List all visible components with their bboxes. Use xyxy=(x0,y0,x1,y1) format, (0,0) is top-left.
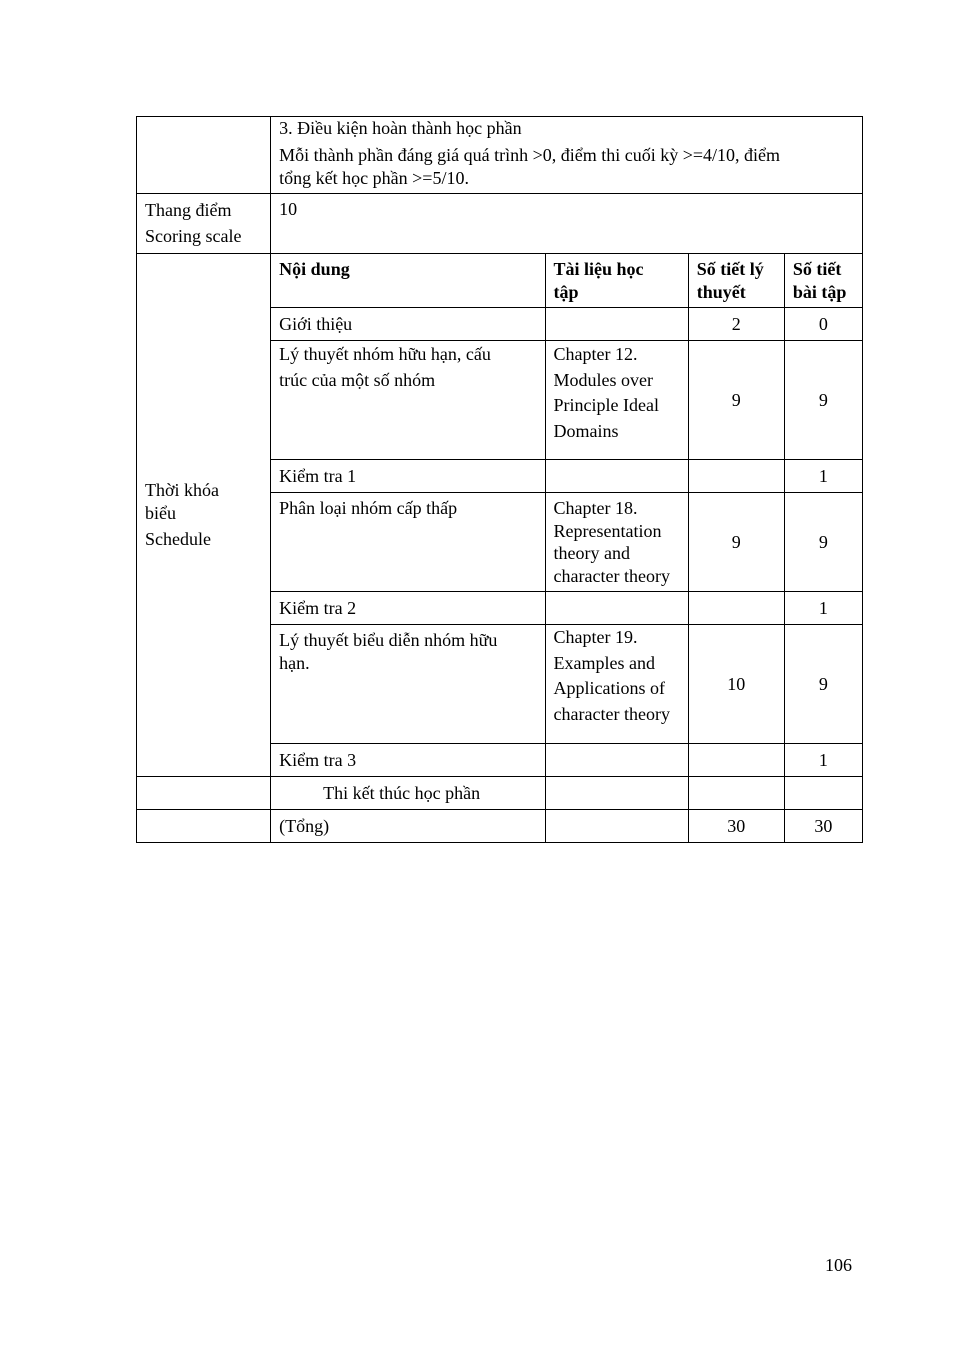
row-exercise xyxy=(784,493,862,592)
row-material-line3: theory and xyxy=(553,543,631,563)
row-material xyxy=(545,308,688,341)
schedule-label-vi-line1: Thời khóa xyxy=(145,480,220,500)
row-material-line1: Chapter 18. xyxy=(553,498,638,518)
row-material-line4: character theory xyxy=(553,565,670,586)
completion-label-cell xyxy=(137,117,271,194)
row-exercise-value: 1 xyxy=(818,597,828,618)
scoring-value-cell xyxy=(271,194,863,254)
row-material-line4: character theory xyxy=(553,703,670,724)
row-content xyxy=(271,308,545,341)
row-material-line4: Domains xyxy=(553,420,619,441)
row-content-line1: Lý thuyết biểu diễn nhóm hữu xyxy=(279,630,498,650)
row-content xyxy=(271,625,545,744)
row-material-line3: Applications of xyxy=(553,678,666,698)
header-theory-line1: Số tiết lý xyxy=(696,259,764,279)
row-material-line2: Representation xyxy=(553,520,662,541)
schedule-label-vi-line2: biểu xyxy=(145,503,176,523)
completion-text-line2: tổng kết học phần >=5/10. xyxy=(279,168,469,188)
row-theory xyxy=(688,592,784,625)
header-exercise-line1: Số tiết xyxy=(792,259,842,279)
row-content xyxy=(271,460,545,493)
row-exercise-value: 9 xyxy=(818,531,828,552)
schedule-header-row xyxy=(137,254,863,308)
row-exercise xyxy=(784,308,862,341)
row-content-text: Kiểm tra 2 xyxy=(279,597,357,618)
row-content-line2: hạn. xyxy=(279,653,310,673)
header-materials-line2: tập xyxy=(553,282,579,302)
header-materials xyxy=(545,254,688,308)
page-number: 106 xyxy=(825,1255,852,1275)
completion-row xyxy=(137,117,863,194)
row-exercise xyxy=(784,460,862,493)
header-content xyxy=(271,254,545,308)
row-exercise-value: 1 xyxy=(818,465,828,486)
row-theory xyxy=(688,625,784,744)
row-material xyxy=(545,625,688,744)
row-content xyxy=(271,744,545,777)
scoring-label-cell xyxy=(137,194,271,254)
row-material xyxy=(545,744,688,777)
header-materials-line1: Tài liệu học xyxy=(553,259,644,279)
scoring-value: 10 xyxy=(279,199,298,219)
final-exam-text: Thi kết thúc học phần xyxy=(323,782,481,803)
total-exercise-value: 30 xyxy=(814,815,833,836)
row-theory-value: 9 xyxy=(731,389,741,410)
header-theory-line2: thuyết xyxy=(696,282,746,302)
row-material-line2: Modules over xyxy=(553,369,654,390)
final-exam-label-cell xyxy=(137,777,271,810)
row-content-line2: trúc của một số nhóm xyxy=(279,369,436,390)
total-row xyxy=(137,810,863,843)
row-theory xyxy=(688,460,784,493)
row-material-line1: Chapter 12. xyxy=(553,344,638,364)
row-exercise xyxy=(784,625,862,744)
row-material xyxy=(545,460,688,493)
row-content-text: Kiểm tra 1 xyxy=(279,465,357,486)
final-exam-row xyxy=(137,777,863,810)
row-material-line2: Examples and xyxy=(553,652,656,673)
syllabus-table xyxy=(136,116,863,843)
row-content-text: Phân loại nhóm cấp thấp xyxy=(279,498,458,518)
row-exercise-value: 9 xyxy=(818,389,828,410)
row-content xyxy=(271,592,545,625)
total-theory xyxy=(688,810,784,843)
row-material xyxy=(545,493,688,592)
row-theory-value: 9 xyxy=(731,531,741,552)
total-exercise xyxy=(784,810,862,843)
final-exam-theory xyxy=(688,777,784,810)
row-exercise-value: 9 xyxy=(818,673,828,694)
schedule-label-cell xyxy=(137,254,271,777)
row-content-text: Kiểm tra 3 xyxy=(279,749,357,770)
completion-cell xyxy=(271,117,863,194)
row-material-line1: Chapter 19. xyxy=(553,627,638,647)
row-exercise xyxy=(784,341,862,460)
row-material xyxy=(545,341,688,460)
total-theory-value: 30 xyxy=(727,815,746,836)
final-exam-exercise xyxy=(784,777,862,810)
row-content-text: Giới thiệu xyxy=(279,313,353,334)
row-material xyxy=(545,592,688,625)
final-exam-cell xyxy=(271,777,545,810)
header-content-label: Nội dung xyxy=(279,259,350,279)
total-material xyxy=(545,810,688,843)
header-theory xyxy=(688,254,784,308)
completion-heading: 3. Điều kiện hoàn thành học phần xyxy=(279,118,522,138)
schedule-label-en: Schedule xyxy=(145,529,211,549)
row-exercise xyxy=(784,744,862,777)
row-theory-value: 10 xyxy=(727,673,746,694)
row-content xyxy=(271,493,545,592)
total-label xyxy=(271,810,545,843)
header-exercise xyxy=(784,254,862,308)
scoring-row xyxy=(137,194,863,254)
row-theory xyxy=(688,744,784,777)
row-material-line3: Principle Ideal xyxy=(553,395,659,415)
row-theory-value: 2 xyxy=(731,313,741,334)
scoring-label-en: Scoring scale xyxy=(145,225,242,246)
row-theory xyxy=(688,493,784,592)
row-content xyxy=(271,341,545,460)
total-label-text: (Tổng) xyxy=(279,815,330,836)
scoring-label-vi: Thang điểm xyxy=(145,200,232,220)
completion-text-line1: Mỗi thành phần đáng giá quá trình >0, điểm thi cuối kỳ >=4/10, điểm xyxy=(279,145,781,165)
row-theory xyxy=(688,308,784,341)
final-exam-material xyxy=(545,777,688,810)
header-exercise-line2: bài tập xyxy=(792,282,847,302)
row-exercise-value: 0 xyxy=(818,313,828,334)
row-content-line1: Lý thuyết nhóm hữu hạn, cấu xyxy=(279,344,491,364)
row-exercise-value: 1 xyxy=(818,749,828,770)
row-exercise xyxy=(784,592,862,625)
row-theory xyxy=(688,341,784,460)
total-label-cell xyxy=(137,810,271,843)
